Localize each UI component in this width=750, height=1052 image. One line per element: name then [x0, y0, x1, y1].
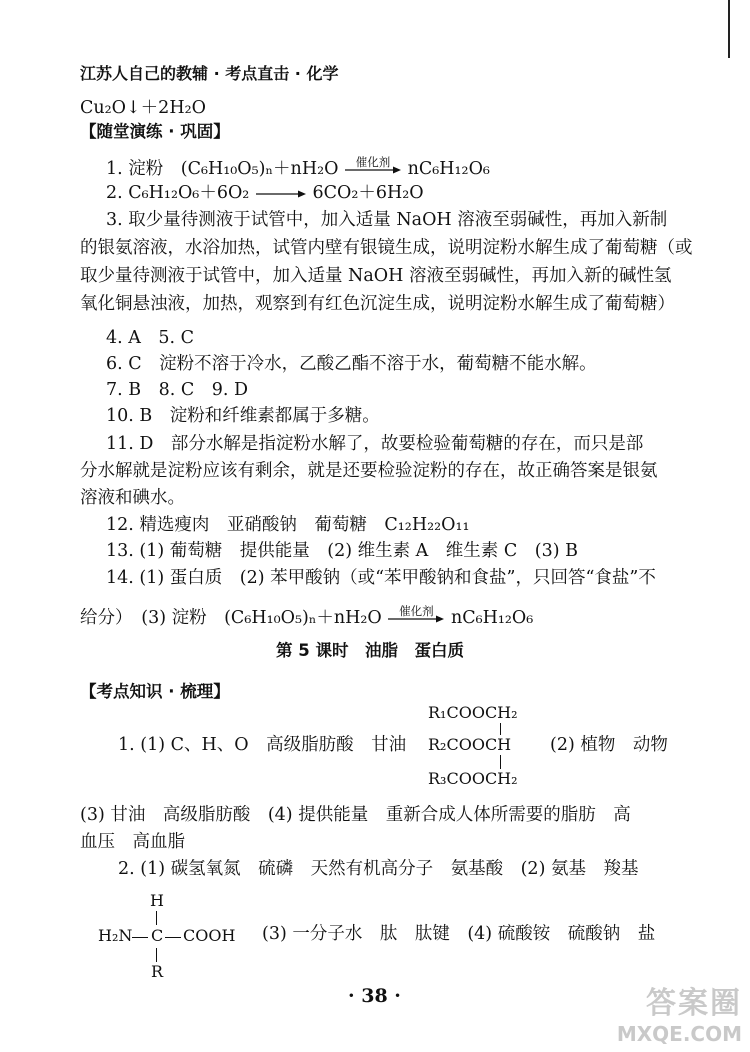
- knowledge-1-line-2: (3) 甘油 高级脂肪酸 (4) 提供能量 重新合成人体所需要的脂肪 高: [80, 805, 631, 825]
- amino-structure-r: R: [151, 962, 164, 981]
- reaction-arrow: [344, 154, 402, 175]
- answer-10: 10. B 淀粉和纤维素都属于多糖。: [106, 406, 380, 426]
- bond-line: [500, 723, 501, 735]
- knowledge-1-line-3: 血压 高血脂: [80, 832, 185, 852]
- answer-2: [106, 181, 424, 205]
- answer-7-9: 7. B 8. C 9. D: [106, 380, 249, 400]
- answer-1-reactants: 1. 淀粉 (C₆H₁₀O₅)ₙ＋nH₂O: [106, 159, 339, 179]
- reaction-arrow: [255, 189, 307, 199]
- answer-2-reactants: 2. C₆H₁₂O₆＋6O₂: [106, 183, 250, 203]
- knowledge-2-line-1: 2. (1) 碳氢氧氮 硫磷 天然有机高分子 氨基酸 (2) 氨基 羧基: [118, 859, 639, 879]
- answer-4-5: 4. A 5. C: [106, 328, 195, 348]
- fat-structure-r3: R₃COOCH₂: [428, 769, 518, 788]
- section-title-knowledge: 【考点知识 · 梳理】: [80, 682, 230, 701]
- answer-11-line-3: 溶液和碘水。: [80, 488, 185, 508]
- running-header: 江苏人自己的教辅 · 考点直击 · 化学: [80, 64, 339, 83]
- fat-structure-r1: R₁COOCH₂: [428, 703, 518, 722]
- catalyst-label: 催化剂: [399, 603, 434, 618]
- answer-3-line-2: 的银氨溶液，水浴加热，试管内壁有银镜生成，说明淀粉水解生成了葡萄糖（或: [80, 238, 693, 258]
- knowledge-1-right: (2) 植物 动物: [550, 735, 668, 755]
- amino-structure-cooh: COOH: [183, 926, 236, 945]
- section-title-practice: 【随堂演练 · 巩固】: [80, 122, 230, 141]
- reaction-arrow: [387, 603, 445, 624]
- lesson-title: 第 5 课时 油脂 蛋白质: [276, 641, 464, 660]
- watermark-text: 答案圈: [646, 986, 742, 1021]
- catalyst-label: 催化剂: [355, 154, 391, 169]
- fat-structure-r2: R₂COOCH: [428, 735, 512, 754]
- continued-equation: Cu₂O↓＋2H₂O: [80, 98, 206, 118]
- answer-2-products: 6CO₂＋6H₂O: [312, 183, 424, 203]
- bond-line: [500, 755, 501, 769]
- bond-line: [156, 911, 157, 925]
- answer-11-line-2: 分水解就是淀粉应该有剩余，就是还要检验淀粉的存在，故正确答案是银氨: [80, 461, 658, 481]
- amino-structure-h2n: H₂N: [98, 926, 133, 945]
- answer-11-line-1: 11. D 部分水解是指淀粉水解了，故要检验葡萄糖的存在，而只是部: [106, 434, 644, 454]
- knowledge-1-left: 1. (1) C、H、O 高级脂肪酸 甘油: [118, 735, 407, 755]
- answer-14-line-2: [80, 603, 534, 630]
- answer-6: 6. C 淀粉不溶于冷水，乙酸乙酯不溶于水，葡萄糖不能水解。: [106, 354, 597, 374]
- answer-14-products: nC₆H₁₂O₆: [450, 608, 534, 628]
- amino-structure-h: H: [150, 891, 164, 910]
- bond-line: [165, 937, 181, 938]
- bond-line: [132, 937, 148, 938]
- page-edge-rule: [728, 0, 730, 58]
- answer-12: 12. 精选瘦肉 亚硝酸钠 葡萄糖 C₁₂H₂₂O₁₁: [106, 515, 470, 535]
- watermark-url: MXQE.COM: [616, 1022, 742, 1046]
- answer-1: [106, 154, 490, 181]
- answer-1-products: nC₆H₁₂O₆: [407, 159, 490, 179]
- answer-3-line-1: 3. 取少量待测液于试管中，加入适量 NaOH 溶液至弱碱性，再加入新制: [106, 210, 668, 230]
- amino-structure-c: C: [151, 926, 164, 945]
- watermark-logo: [617, 978, 742, 1046]
- page-number: · 38 ·: [348, 985, 401, 1007]
- knowledge-2-rest: (3) 一分子水 肽 肽键 (4) 硫酸铵 硫酸钠 盐: [262, 924, 656, 944]
- answer-3-line-4: 氧化铜悬浊液，加热，观察到有红色沉淀生成，说明淀粉水解生成了葡萄糖）: [80, 294, 675, 314]
- arrow-icon: [255, 189, 307, 199]
- answer-14-reactants: 给分） (3) 淀粉 (C₆H₁₀O₅)ₙ＋nH₂O: [80, 608, 382, 628]
- answer-13: 13. (1) 葡萄糖 提供能量 (2) 维生素 A 维生素 C (3) B: [106, 541, 578, 561]
- answer-14-line-1: 14. (1) 蛋白质 (2) 苯甲酸钠（或“苯甲酸钠和食盐”，只回答“食盐”不: [106, 568, 656, 588]
- answer-3-line-3: 取少量待测液于试管中，加入适量 NaOH 溶液至弱碱性，再加入新的碱性氢: [80, 266, 672, 286]
